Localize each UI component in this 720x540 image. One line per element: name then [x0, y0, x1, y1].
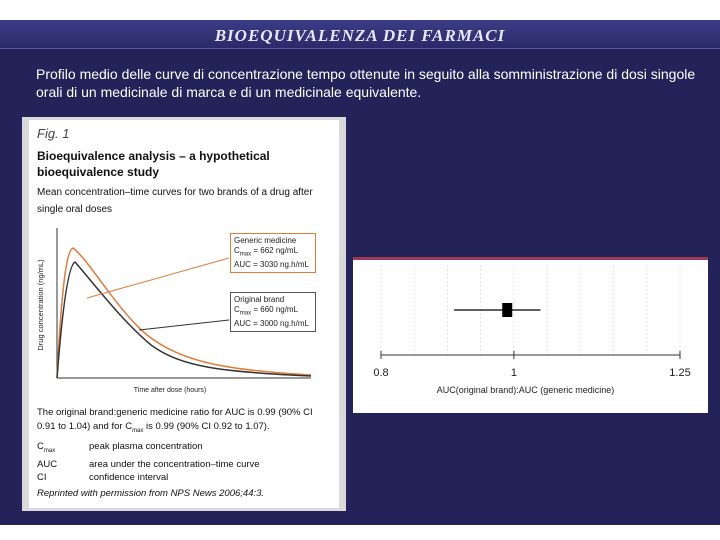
y-axis-label: Drug concentration (ng/mL)	[36, 259, 45, 351]
original-name: Original brand	[234, 295, 285, 304]
definitions-list	[37, 440, 333, 484]
original-auc: AUC = 3000 ng.h/mL	[234, 318, 309, 328]
forest-plot-panel	[353, 257, 708, 413]
figure-panel	[22, 117, 346, 511]
x-tick-label: 1.25	[669, 367, 691, 379]
definition-row: CI confidence interval	[37, 471, 169, 483]
x-axis-label: Time after dose (hours)	[133, 387, 207, 394]
definition-row: AUC area under the concentration–time curve	[37, 458, 260, 470]
reprint-credit: Reprinted with permission from NPS News 2006;44:3.	[37, 488, 265, 499]
slide	[0, 20, 720, 525]
x-tick-label: 1	[510, 367, 517, 379]
original-cmax: $C_{max} = 660$ ng/mL	[234, 305, 299, 317]
generic-cmax: $C_{max} = 662$ ng/mL	[234, 246, 299, 258]
x-tick-label: 0.8	[373, 367, 389, 379]
intro-text: Profilo medio delle curve di concentrazione tempo ottenute in seguito alla somministrazione di dosi singole orali di un medicinale di marca e di un medicinale equivalente.	[36, 66, 696, 100]
forest-x-label: AUC(original brand):AUC (generic medicine)	[436, 385, 615, 395]
figure-subtitle: Mean concentration–time curves for two brands of a drug after single oral doses	[37, 187, 313, 215]
generic-callout	[230, 233, 316, 273]
figure-label: Fig. 1	[37, 126, 70, 141]
figure-note: The original brand:generic medicine ratio for AUC is 0.99 (90% CI 0.91 to 1.04) and for $C_{max}$ is 0.99 (90% CI 0.92 to 1.07).	[37, 407, 313, 434]
figure-title: Bioequivalence analysis – a hypothetical bioequivalence study	[37, 149, 270, 179]
definition-row: $C_{max}$ peak plasma concentration	[37, 441, 203, 454]
original-callout	[230, 292, 316, 332]
forest-plot	[353, 260, 708, 410]
generic-auc: AUC = 3030 ng.h/mL	[234, 259, 309, 269]
generic-name: Generic medicine	[234, 236, 297, 245]
point-estimate	[502, 303, 512, 317]
slide-title: BIOEQUIVALENZA DEI FARMACI	[214, 26, 506, 45]
figure-card	[29, 120, 339, 508]
